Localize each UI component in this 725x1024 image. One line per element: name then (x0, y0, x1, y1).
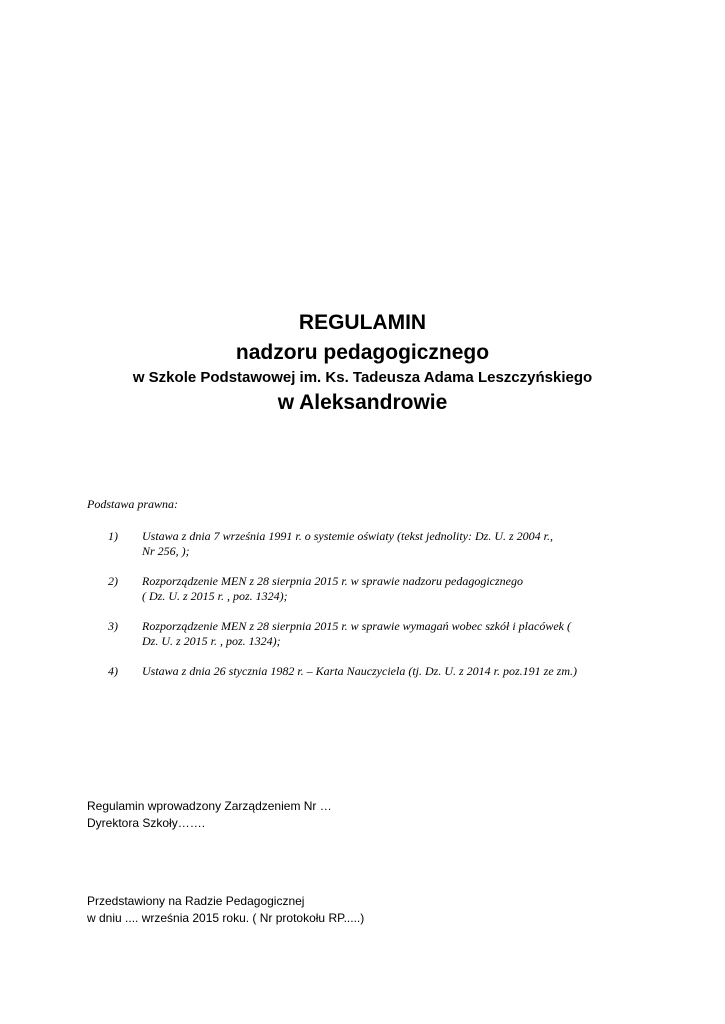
presentation-note (87, 893, 647, 927)
legal-basis-item (87, 529, 647, 559)
legal-basis-section (87, 497, 647, 694)
legal-basis-item-text: Rozporządzenie MEN z 28 sierpnia 2015 r. w sprawie nadzoru pedagogicznego (142, 574, 523, 588)
legal-basis-item-text: Rozporządzenie MEN z 28 sierpnia 2015 r. w sprawie wymagań wobec szkół i placówek ( (142, 619, 571, 633)
document-subtitle: nadzoru pedagogicznego (235, 341, 490, 364)
legal-basis-item (87, 664, 647, 679)
presentation-date-line: w dniu .... września 2015 roku. ( Nr protokołu RP.....) (87, 911, 365, 925)
legal-basis-item (87, 574, 647, 604)
school-location: w Aleksandrowie (277, 391, 448, 414)
legal-basis-item (87, 619, 647, 649)
school-name: w Szkole Podstawowej im. Ks. Tadeusza Adama Leszczyńskiego (132, 369, 593, 386)
introduction-director-line: Dyrektora Szkoły……. (87, 816, 206, 830)
legal-basis-item-text-continued: ( Dz. U. z 2015 r. , poz. 1324); (142, 589, 288, 603)
document-title-block (0, 308, 725, 418)
legal-basis-list (87, 529, 647, 679)
document-title: REGULAMIN (298, 311, 427, 334)
presentation-council-line: Przedstawiony na Radzie Pedagogicznej (87, 894, 305, 908)
legal-basis-heading: Podstawa prawna: (87, 497, 179, 511)
legal-basis-item-text-continued: Nr 256, ); (142, 544, 190, 558)
legal-basis-item-text-continued: Dz. U. z 2015 r. , poz. 1324); (142, 634, 281, 648)
introduction-note (87, 798, 647, 832)
legal-basis-item-text: Ustawa z dnia 7 września 1991 r. o systemie oświaty (tekst jednolity: Dz. U. z 2004 r., (142, 529, 553, 543)
legal-basis-item-number: 4) (108, 664, 118, 678)
legal-basis-item-number: 3) (108, 619, 118, 633)
legal-basis-item-number: 1) (108, 529, 118, 543)
introduction-ordinance-line: Regulamin wprowadzony Zarządzeniem Nr … (87, 799, 332, 813)
legal-basis-item-text: Ustawa z dnia 26 stycznia 1982 r. – Karta Nauczyciela (tj. Dz. U. z 2014 r. poz.191 ze zm.) (142, 664, 578, 678)
legal-basis-item-number: 2) (108, 574, 118, 588)
